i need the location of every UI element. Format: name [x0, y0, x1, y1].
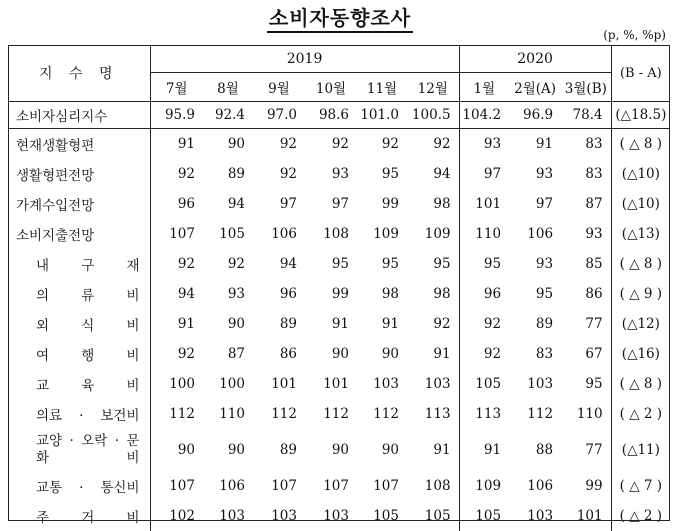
value-cell: 99: [305, 279, 357, 309]
value-cell: 97: [253, 189, 305, 219]
value-cell: 89: [253, 429, 305, 471]
value-cell: 83: [561, 129, 611, 160]
value-cell: 107: [150, 219, 203, 249]
subrow-label: 외 식 비: [8, 309, 150, 339]
value-cell: 96: [253, 279, 305, 309]
value-cell: 104.2: [459, 102, 509, 129]
value-cell: 101: [459, 189, 509, 219]
value-cell: 91: [150, 129, 203, 160]
value-cell: 95: [407, 249, 459, 279]
month-header: 8월: [203, 73, 253, 102]
value-cell: 90: [150, 429, 203, 471]
value-cell: 97: [509, 189, 561, 219]
value-cell: 92: [407, 129, 459, 160]
table-row: [8, 309, 670, 339]
value-cell: 94: [253, 249, 305, 279]
month-header: 7월: [150, 73, 203, 102]
diff-cell: (△11): [611, 429, 670, 471]
value-cell: 96: [150, 189, 203, 219]
subrow-label: 내 구 재: [8, 249, 150, 279]
value-cell: 110: [459, 219, 509, 249]
value-cell: 112: [253, 399, 305, 429]
table-row: [8, 189, 670, 219]
value-cell: 103: [357, 369, 407, 399]
value-cell: 92: [150, 339, 203, 369]
value-cell: 95.9: [150, 102, 203, 129]
diff-cell: ( △ 9 ): [611, 279, 670, 309]
value-cell: 102: [150, 501, 203, 531]
table-row: [8, 102, 670, 129]
table-row: [8, 429, 670, 471]
table-row: [8, 471, 670, 501]
value-cell: 90: [357, 429, 407, 471]
diff-cell: (△10): [611, 159, 670, 189]
value-cell: 93: [459, 129, 509, 160]
value-cell: 91: [150, 309, 203, 339]
table-row: [8, 369, 670, 399]
value-cell: 101: [253, 369, 305, 399]
value-cell: 92: [150, 249, 203, 279]
table-row: [8, 159, 670, 189]
unit-label: (p, %, %p): [603, 28, 666, 42]
table-row: [8, 339, 670, 369]
value-cell: 90: [203, 309, 253, 339]
value-cell: 87: [561, 189, 611, 219]
value-cell: 83: [509, 339, 561, 369]
diff-cell: (△18.5): [611, 102, 670, 129]
value-cell: 99: [357, 189, 407, 219]
diff-cell: ( △ 8 ): [611, 249, 670, 279]
value-cell: 100.5: [407, 102, 459, 129]
value-cell: 105: [357, 501, 407, 531]
table-body: [8, 102, 670, 531]
value-cell: 91: [407, 429, 459, 471]
value-cell: 89: [509, 309, 561, 339]
value-cell: 93: [305, 159, 357, 189]
value-cell: 97: [459, 159, 509, 189]
value-cell: 101: [561, 501, 611, 531]
row-label: 현재생활형편: [8, 129, 150, 160]
value-cell: 93: [509, 159, 561, 189]
table-row: [8, 129, 670, 160]
value-cell: 98.6: [305, 102, 357, 129]
value-cell: 90: [305, 339, 357, 369]
diff-cell: (△10): [611, 189, 670, 219]
value-cell: 112: [150, 399, 203, 429]
value-cell: 95: [561, 369, 611, 399]
month-header: 2월(A): [509, 73, 561, 102]
value-cell: 106: [509, 471, 561, 501]
table-row: [8, 219, 670, 249]
value-cell: 98: [407, 279, 459, 309]
value-cell: 91: [357, 309, 407, 339]
table-row: [8, 249, 670, 279]
value-cell: 92: [357, 129, 407, 160]
value-cell: 87: [203, 339, 253, 369]
value-cell: 92: [203, 249, 253, 279]
value-cell: 92: [459, 309, 509, 339]
value-cell: 93: [561, 219, 611, 249]
value-cell: 106: [253, 219, 305, 249]
value-cell: 85: [561, 249, 611, 279]
diff-cell: (△13): [611, 219, 670, 249]
value-cell: 95: [305, 249, 357, 279]
value-cell: 94: [407, 159, 459, 189]
diff-cell: (△16): [611, 339, 670, 369]
header-diff: (B - A): [611, 45, 670, 102]
value-cell: 92.4: [203, 102, 253, 129]
subrow-label: 여 행 비: [8, 339, 150, 369]
value-cell: 83: [561, 159, 611, 189]
value-cell: 96.9: [509, 102, 561, 129]
value-cell: 108: [407, 471, 459, 501]
subrow-label: 의료 · 보건비: [8, 399, 150, 429]
value-cell: 97: [305, 189, 357, 219]
value-cell: 109: [459, 471, 509, 501]
value-cell: 91: [509, 129, 561, 160]
value-cell: 98: [357, 279, 407, 309]
diff-cell: ( △ 7 ): [611, 471, 670, 501]
value-cell: 95: [509, 279, 561, 309]
value-cell: 90: [305, 429, 357, 471]
survey-table: [8, 45, 670, 531]
value-cell: 90: [203, 129, 253, 160]
row-label: 생활형편전망: [8, 159, 150, 189]
diff-cell: ( △ 2 ): [611, 501, 670, 531]
subrow-label: 의 류 비: [8, 279, 150, 309]
value-cell: 95: [357, 159, 407, 189]
value-cell: 92: [253, 159, 305, 189]
value-cell: 92: [407, 309, 459, 339]
value-cell: 77: [561, 309, 611, 339]
month-header: 10월: [305, 73, 357, 102]
value-cell: 107: [253, 471, 305, 501]
value-cell: 67: [561, 339, 611, 369]
value-cell: 107: [305, 471, 357, 501]
page-title: [0, 2, 680, 31]
value-cell: 92: [305, 129, 357, 160]
value-cell: 92: [459, 339, 509, 369]
value-cell: 91: [459, 429, 509, 471]
value-cell: 108: [305, 219, 357, 249]
value-cell: 109: [357, 219, 407, 249]
value-cell: 109: [407, 219, 459, 249]
value-cell: 96: [459, 279, 509, 309]
value-cell: 101.0: [357, 102, 407, 129]
value-cell: 94: [150, 279, 203, 309]
header-year-2019: 2019: [150, 45, 459, 73]
value-cell: 103: [253, 501, 305, 531]
value-cell: 93: [509, 249, 561, 279]
value-cell: 88: [509, 429, 561, 471]
title-text: 소비자동향조사: [267, 6, 413, 33]
value-cell: 113: [407, 399, 459, 429]
value-cell: 105: [459, 501, 509, 531]
value-cell: 91: [407, 339, 459, 369]
value-cell: 100: [203, 369, 253, 399]
month-header: 1월: [459, 73, 509, 102]
value-cell: 92: [150, 159, 203, 189]
month-header: 3월(B): [561, 73, 611, 102]
month-header: 11월: [357, 73, 407, 102]
value-cell: 106: [203, 471, 253, 501]
table-row: [8, 501, 670, 531]
value-cell: 93: [203, 279, 253, 309]
value-cell: 110: [203, 399, 253, 429]
value-cell: 97.0: [253, 102, 305, 129]
value-cell: 103: [509, 501, 561, 531]
value-cell: 89: [203, 159, 253, 189]
value-cell: 86: [253, 339, 305, 369]
month-header: 12월: [407, 73, 459, 102]
value-cell: 105: [459, 369, 509, 399]
header-year-2020: 2020: [459, 45, 611, 73]
diff-cell: ( △ 8 ): [611, 369, 670, 399]
value-cell: 78.4: [561, 102, 611, 129]
value-cell: 101: [305, 369, 357, 399]
value-cell: 90: [357, 339, 407, 369]
row-label: 가계수입전망: [8, 189, 150, 219]
value-cell: 98: [407, 189, 459, 219]
value-cell: 112: [509, 399, 561, 429]
table-row: [8, 279, 670, 309]
value-cell: 113: [459, 399, 509, 429]
value-cell: 103: [203, 501, 253, 531]
value-cell: 95: [459, 249, 509, 279]
diff-cell: ( △ 2 ): [611, 399, 670, 429]
value-cell: 105: [203, 219, 253, 249]
value-cell: 105: [407, 501, 459, 531]
month-header: 9월: [253, 73, 305, 102]
value-cell: 90: [203, 429, 253, 471]
value-cell: 103: [305, 501, 357, 531]
subrow-label: 교양 · 오락 · 문 화 비: [8, 429, 150, 471]
subrow-label: 교통 · 통신비: [8, 471, 150, 501]
row-label: 소비자심리지수: [8, 102, 150, 129]
value-cell: 100: [150, 369, 203, 399]
subrow-label: 교 육 비: [8, 369, 150, 399]
value-cell: 92: [253, 129, 305, 160]
value-cell: 107: [150, 471, 203, 501]
value-cell: 103: [407, 369, 459, 399]
value-cell: 86: [561, 279, 611, 309]
value-cell: 94: [203, 189, 253, 219]
value-cell: 95: [357, 249, 407, 279]
value-cell: 106: [509, 219, 561, 249]
subrow-label: 주 거 비: [8, 501, 150, 531]
value-cell: 112: [305, 399, 357, 429]
value-cell: 91: [305, 309, 357, 339]
diff-cell: ( △ 8 ): [611, 129, 670, 160]
table-header: [8, 45, 670, 102]
value-cell: 99: [561, 471, 611, 501]
value-cell: 107: [357, 471, 407, 501]
value-cell: 77: [561, 429, 611, 471]
value-cell: 110: [561, 399, 611, 429]
row-label: 소비지출전망: [8, 219, 150, 249]
value-cell: 89: [253, 309, 305, 339]
value-cell: 103: [509, 369, 561, 399]
header-label: 지 수 명: [8, 45, 150, 102]
value-cell: 112: [357, 399, 407, 429]
diff-cell: (△12): [611, 309, 670, 339]
table-row: [8, 399, 670, 429]
